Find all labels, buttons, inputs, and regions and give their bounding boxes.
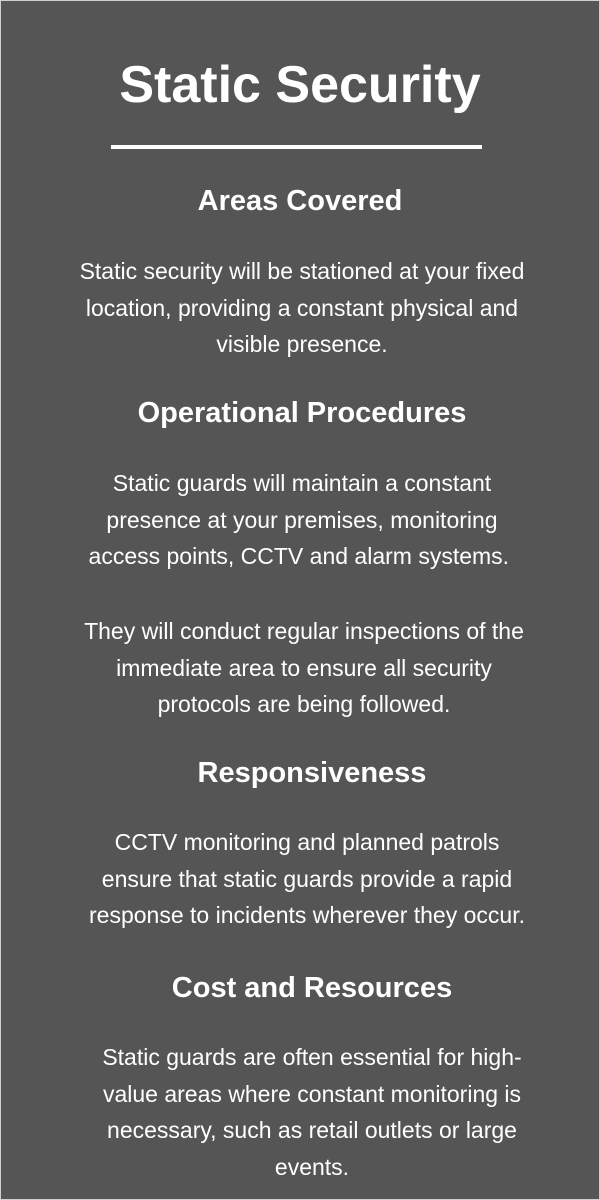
text-line: CCTV monitoring and planned patrols: [114, 829, 500, 855]
page-title: Static Security: [119, 56, 481, 114]
text-line: response to incidents wherever they occur.: [89, 902, 525, 929]
section-heading-operational-procedures: Operational Procedures: [137, 397, 467, 429]
text-line: Static security will be stationed at your fixed: [79, 258, 525, 284]
text-line: value areas where constant monitoring is: [102, 1080, 522, 1107]
text-line: They will conduct regular inspections of the: [84, 618, 524, 644]
section-heading-areas-covered: Areas Covered: [197, 185, 403, 217]
section-heading-responsiveness: Responsiveness: [197, 757, 427, 789]
text-line: immediate area to ensure all security: [116, 654, 492, 681]
text-line: events.: [274, 1154, 350, 1181]
section-text-responsiveness: [15, 824, 599, 934]
text-line: presence at your premises, monitoring: [106, 506, 498, 533]
section-text-operational-procedures-2: [9, 613, 599, 723]
text-line: location, providing a constant physical and: [85, 294, 519, 321]
text-line: access points, CCTV and alarm systems.: [88, 543, 516, 570]
title-divider: [111, 145, 482, 149]
text-line: Static guards will maintain a constant: [112, 470, 492, 496]
text-line: necessary, such as retail outlets or large: [107, 1117, 517, 1144]
section-text-areas-covered: [5, 253, 599, 363]
text-line: protocols are being followed.: [157, 691, 451, 718]
text-line: visible presence.: [216, 331, 388, 358]
section-text-cost-and-resources: [25, 1039, 599, 1186]
text-line: ensure that static guards provide a rapid: [101, 865, 513, 892]
section-heading-cost-and-resources: Cost and Resources: [171, 972, 453, 1004]
section-text-operational-procedures-1: [5, 465, 599, 575]
text-line: Static guards are often essential for high-: [102, 1044, 522, 1070]
